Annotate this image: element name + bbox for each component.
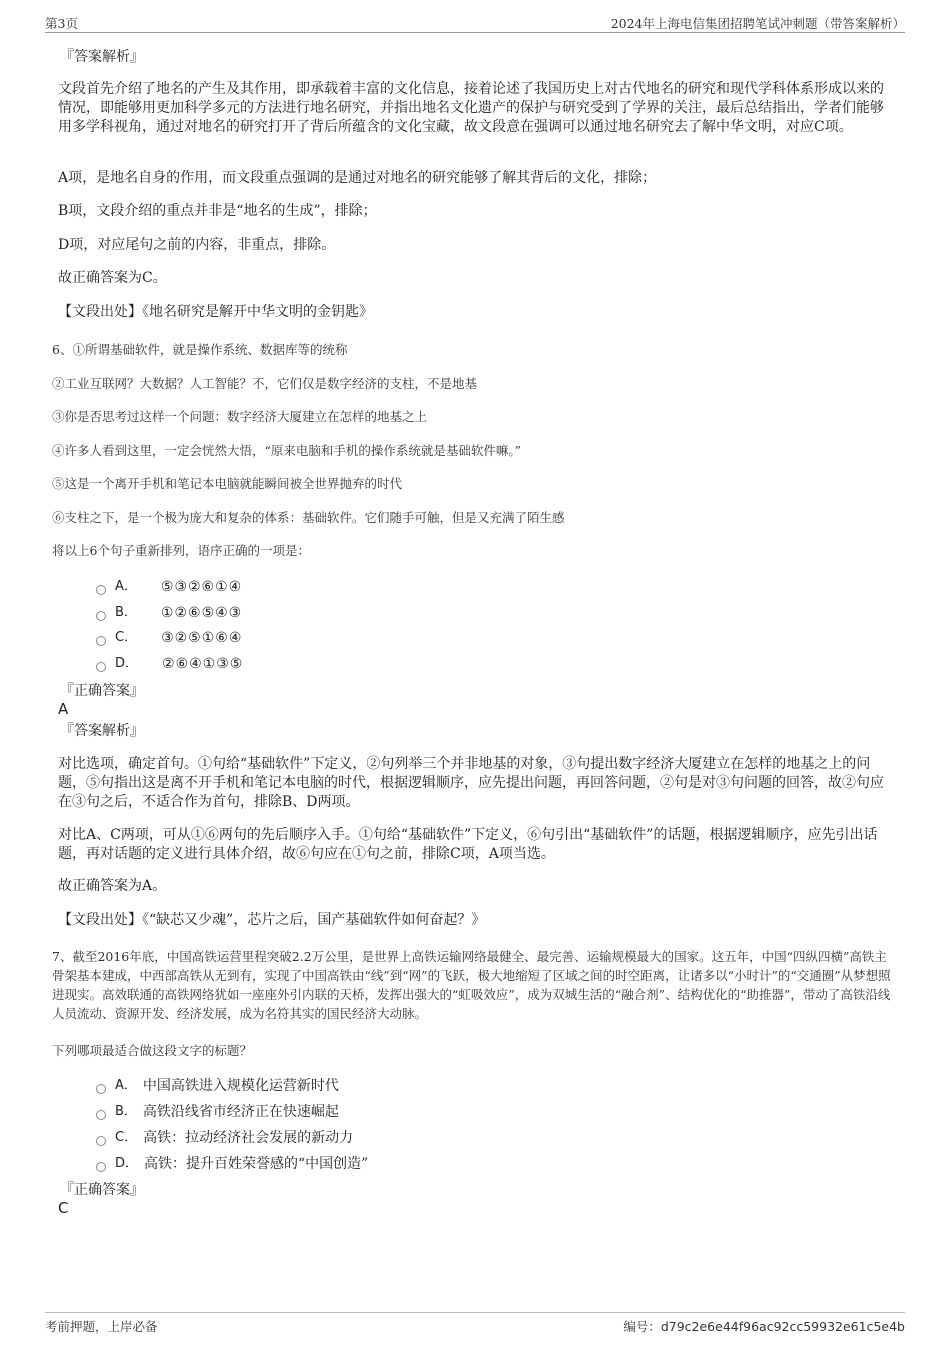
option-text: 高铁：提升百姓荣誉感的“中国创造” [144, 1156, 369, 1172]
option-text: ②⑥④①③⑤ [162, 656, 244, 672]
q6-sentence-6: ⑥支柱之下，是一个极为庞大和复杂的体系：基础软件。它们随手可触，但是又充满了陌生感 [52, 510, 565, 525]
q6-option-d[interactable] [96, 654, 243, 674]
conclusion: 故正确答案为C。 [58, 270, 167, 286]
radio-icon[interactable] [96, 1084, 106, 1094]
code-label: 编号： [623, 1319, 661, 1334]
q6-option-a[interactable] [96, 577, 242, 597]
explain-option-d: D项，对应尾句之前的内容，非重点，排除。 [58, 237, 336, 253]
q6-option-c[interactable] [96, 628, 242, 648]
page-header [45, 14, 905, 33]
option-letter: A． [115, 1078, 137, 1093]
q6-answer-label: 『正确答案』 [60, 683, 144, 699]
page-footer [45, 1312, 905, 1334]
q7-prompt: 下列哪项最适合做这段文字的标题？ [52, 1043, 253, 1058]
option-letter: C． [115, 630, 138, 645]
q7-option-d[interactable] [96, 1154, 368, 1174]
q7-answer: C [58, 1199, 69, 1217]
option-letter: D． [115, 1156, 139, 1171]
option-letter: B． [115, 1104, 137, 1119]
document-title: 2024年上海电信集团招聘笔试冲刺题（带答案解析） [610, 16, 905, 31]
q6-conclusion: 故正确答案为A。 [58, 878, 167, 894]
option-text: ⑤③②⑥①④ [160, 579, 243, 595]
page-number: 第3页 [45, 16, 78, 31]
q6-source: 【文段出处】《“缺芯又少魂”，芯片之后，国产基础软件如何奋起？》 [58, 912, 486, 928]
footer-slogan: 考前押题，上岸必备 [45, 1319, 158, 1334]
radio-icon[interactable] [96, 585, 106, 595]
radio-icon[interactable] [96, 1110, 106, 1120]
q7-option-a[interactable] [96, 1076, 339, 1096]
radio-icon[interactable] [96, 636, 106, 646]
q6-sentence-2: ②工业互联网？大数据？人工智能？不，它们仅是数字经济的支柱，不是地基 [52, 376, 478, 391]
q7-option-b[interactable] [96, 1102, 339, 1122]
q6-prompt: 将以上6个句子重新排列，语序正确的一项是： [52, 543, 310, 558]
analysis-label: 『答案解析』 [60, 49, 144, 65]
document-code [623, 1317, 905, 1335]
option-text: 高铁：拉动经济社会发展的新动力 [143, 1130, 354, 1146]
q6-analysis-label: 『答案解析』 [60, 723, 144, 739]
radio-icon[interactable] [96, 1136, 106, 1146]
analysis-text: 文段首先介绍了地名的产生及其作用，即承载着丰富的文化信息，接着论述了我国历史上对古代地名的研究和现代学科体系形成以来的情况，即能够用更加科学多元的方法进行地名研究，并指出地名文化遗产的保护与研究受到了学界的关注，最后总结指出，学者们能够用多学科视角，通过对地名的研究打开了背后所蕴含的文化宝藏，故文段意在强调可以通过地名研究去了解中华文明，对应C项。 [58, 81, 884, 135]
option-text: 中国高铁进入规模化运营新时代 [142, 1078, 339, 1094]
q7-answer-label: 『正确答案』 [60, 1182, 144, 1198]
option-text: ③②⑤①⑥④ [161, 630, 243, 646]
explain-option-a: A项，是地名自身的作用，而文段重点强调的是通过对地名的研究能够了解其背后的文化，排除； [58, 170, 657, 186]
option-letter: C． [115, 1130, 138, 1145]
q7-option-c[interactable] [96, 1128, 353, 1148]
radio-icon[interactable] [96, 611, 106, 621]
option-letter: A． [115, 579, 137, 594]
radio-icon[interactable] [96, 662, 106, 672]
radio-icon[interactable] [96, 1162, 106, 1172]
option-letter: D． [115, 656, 139, 671]
option-text: ①②⑥⑤④③ [160, 605, 243, 621]
option-letter: B． [115, 605, 137, 620]
source: 【文段出处】《地名研究是解开中华文明的金钥匙》 [58, 304, 373, 320]
explain-option-b: B项，文段介绍的重点并非是“地名的生成”，排除； [58, 203, 377, 219]
q7-passage: 7、截至2016年底，中国高铁运营里程突破2.2万公里，是世界上高铁运输网络最健全、最完善、运输规模最大的国家。这五年，中国“四纵四横”高铁主骨架基本建成，中西部高铁从无到有，实现了中国高铁由“线”到“网”的飞跃，极大地缩短了区域之间的时空距离，让诸多以“小时计”的“交通圈”从梦想照进现实。高效联通的高铁网络犹如一座座外引内联的天桥，发挥出强大的“虹吸效应”，成为双城生活的“融合剂”、结构优化的“助推器”，带动了高铁沿线人员流动、资源开发、经济发展，成为名符其实的国民经济大动脉。 [52, 949, 891, 1021]
q6-option-b[interactable] [96, 603, 242, 623]
q6-sentence-3: ③你是否思考过这样一个问题：数字经济大厦建立在怎样的地基之上 [52, 409, 428, 424]
q6-analysis-1: 对比选项，确定首句。①句给“基础软件”下定义，②句列举三个并非地基的对象，③句提出数字经济大厦建立在怎样的地基之上的问题，⑤句指出这是离不开手机和笔记本电脑的时代，根据逻辑顺序，应先提出问题，再回答问题，②句是对③句问题的回答，故②句应在③句之后，不适合作为首句，排除B、D两项。 [58, 756, 884, 810]
q6-sentence-5: ⑤这是一个离开手机和笔记本电脑就能瞬间被全世界抛弃的时代 [52, 476, 403, 491]
code-value: d79c2e6e44f96ac92cc59932e61c5e4b [660, 1319, 905, 1334]
q6-answer: A [58, 700, 69, 718]
q6-sentence-1: 6、①所谓基础软件，就是操作系统、数据库等的统称 [52, 342, 348, 357]
q6-analysis-2: 对比A、C两项，可从①⑥两句的先后顺序入手。①句给“基础软件”下定义，⑥句引出“基础软件”的话题，根据逻辑顺序，应先引出话题，再对话题的定义进行具体介绍，故⑥句应在①句之前，排除C项，A项当选。 [58, 827, 878, 862]
q6-sentence-4: ④许多人看到这里，一定会恍然大悟，“原来电脑和手机的操作系统就是基础软件嘛。” [52, 443, 522, 458]
option-text: 高铁沿线省市经济正在快速崛起 [142, 1104, 339, 1120]
